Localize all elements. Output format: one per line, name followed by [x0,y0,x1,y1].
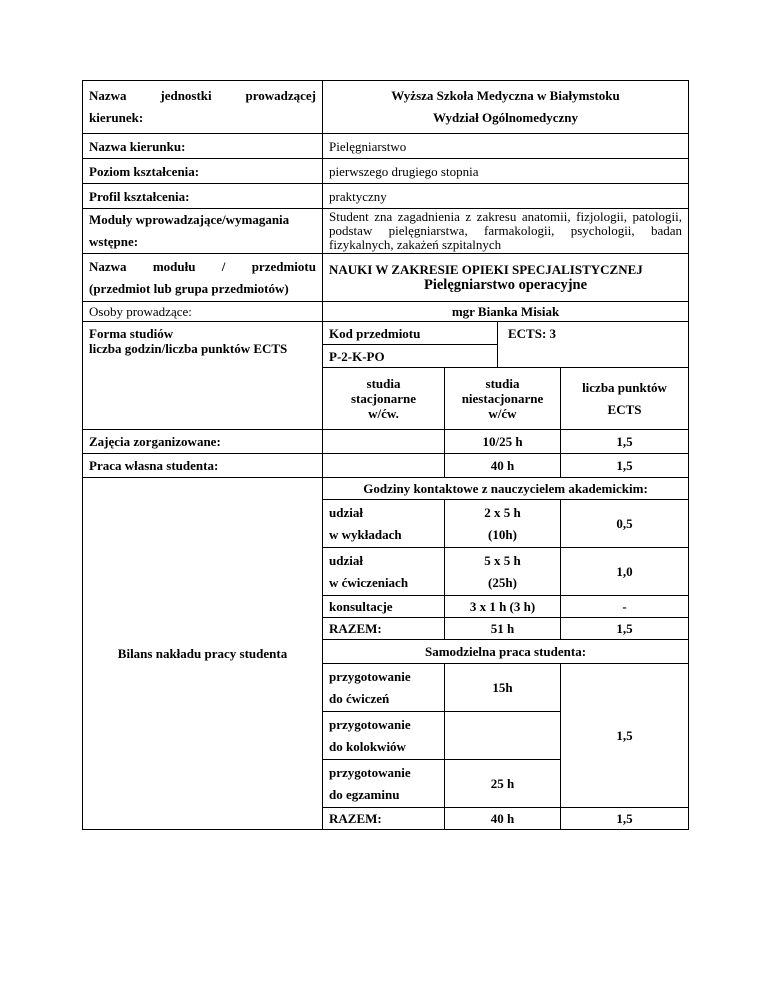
osoby-label: Osoby prowadzące: [83,302,323,322]
cwiczenia-label-line2: w ćwiczeniach [329,574,409,590]
cwiczenia-hours-line2: (25h) [488,574,517,590]
profil-label: Profil kształcenia: [83,184,323,209]
forma-label [83,322,323,430]
razem1-ects: 1,5 [561,618,689,640]
col-punkty [561,368,689,430]
praca-ects: 1,5 [561,454,689,478]
modul-value-subject: Pielęgniarstwo operacyjne [423,276,588,293]
unit-value-line1: Wyższa Szkoła Medyczna w Białymstoku [391,88,620,103]
razem2-label: RAZEM: [323,808,445,830]
wyklady-label [323,500,445,548]
unit-label-word-2: jednostki [160,88,212,103]
moduly-label [83,209,323,254]
cwiczenia-label [323,548,445,596]
col-niestacjonarne [445,368,561,430]
unit-value [323,81,689,134]
zajecia-niestacj: 10/25 h [445,430,561,454]
zajecia-stacj [323,430,445,454]
col-niestacjonarne-line1: studia [485,376,520,391]
prep-egzamin-line1: przygotowanie [329,764,411,780]
konsultacje-ects: - [561,596,689,618]
prep-kolokwia-label [323,712,445,760]
prep-cwiczenia-label [323,664,445,712]
praca-niestacj: 40 h [445,454,561,478]
col-stacjonarne-line2: stacjonarne [351,391,416,406]
modul-value [323,254,689,302]
unit-label-line2: kierunek: [89,110,144,125]
moduly-value: Student zna zagadnienia z zakresu anatomii, fizjologii, patologii, podstaw pielęgniarstwa, farmakologii, psychologii, badan fizykalnych, zakażeń szpitalnych [323,209,689,254]
col-niestacjonarne-line2: niestacjonarne [461,391,544,406]
ects-total: ECTS: 3 [498,322,689,368]
profil-value: praktyczny [323,184,689,209]
col-stacjonarne [323,368,445,430]
kod-label: Kod przedmiotu [323,322,498,345]
poziom-value: pierwszego drugiego stopnia [323,159,689,184]
samodzielna-ects: 1,5 [561,664,689,808]
prep-cwiczenia-line1: przygotowanie [329,668,411,684]
col-stacjonarne-line1: studia [366,376,401,391]
osoby-value: mgr Bianka Misiak [323,302,689,322]
wyklady-label-line2: w wykładach [329,526,402,542]
razem1-label: RAZEM: [323,618,445,640]
prep-kolokwia-hours [445,712,561,760]
unit-label-line1 [89,85,316,107]
cwiczenia-ects: 1,0 [561,548,689,596]
prep-egzamin-hours: 25 h [445,760,561,808]
cwiczenia-hours [445,548,561,596]
wyklady-hours-line1: 2 x 5 h [484,504,521,520]
modul-label-word-3: / [221,258,226,274]
modul-label-word-2: modułu [152,258,196,274]
prep-kolokwia-line1: przygotowanie [329,716,411,732]
moduly-label-line2: wstępne: [89,234,139,249]
zajecia-ects: 1,5 [561,430,689,454]
razem1-hours: 51 h [445,618,561,640]
moduly-label-line1: Moduły wprowadzające/wymagania [89,212,290,227]
samodzielna-header: Samodzielna praca studenta: [323,640,689,664]
prep-egzamin-label [323,760,445,808]
modul-label-line1 [89,256,316,278]
forma-label-line1: Forma studiów [89,326,174,341]
prep-kolokwia-line2: do kolokwiów [329,738,406,754]
bilans-label: Bilans nakładu pracy studenta [83,478,323,830]
unit-label-word-3: prowadzącej [245,88,316,103]
prep-cwiczenia-line2: do ćwiczeń [329,690,390,706]
unit-label-word-1: Nazwa [89,88,127,103]
syllabus-table [82,80,689,830]
praca-stacj [323,454,445,478]
wyklady-hours [445,500,561,548]
wyklady-label-line1: udział [329,504,363,520]
prep-cwiczenia-hours: 15h [445,664,561,712]
cwiczenia-hours-line1: 5 x 5 h [484,552,521,568]
col-stacjonarne-line3: w/ćw. [368,406,399,421]
kierunek-label: Nazwa kierunku: [83,134,323,159]
cwiczenia-label-line1: udział [329,552,363,568]
col-punkty-line1: liczba punktów [582,379,667,395]
kontaktowe-header: Godziny kontaktowe z nauczycielem akademickim: [323,478,689,500]
col-niestacjonarne-line3: w/ćw [488,406,517,421]
modul-label [83,254,323,302]
kierunek-value: Pielęgniarstwo [323,134,689,159]
modul-value-group: NAUKI W ZAKRESIE OPIEKI SPECJALISTYCZNEJ [329,261,643,277]
modul-label-line2: (przedmiot lub grupa przedmiotów) [89,280,289,296]
konsultacje-label: konsultacje [323,596,445,618]
razem2-ects: 1,5 [561,808,689,830]
kod-value: P-2-K-PO [323,345,498,368]
razem2-hours: 40 h [445,808,561,830]
poziom-label: Poziom kształcenia: [83,159,323,184]
praca-label: Praca własna studenta: [83,454,323,478]
unit-label [83,81,323,134]
konsultacje-hours: 3 x 1 h (3 h) [445,596,561,618]
zajecia-label: Zajęcia zorganizowane: [83,430,323,454]
modul-label-word-4: przedmiotu [251,258,316,274]
unit-value-line2: Wydział Ogólnomedyczny [432,110,579,125]
prep-egzamin-line2: do egzaminu [329,786,400,802]
wyklady-ects: 0,5 [561,500,689,548]
col-punkty-line2: ECTS [607,401,642,417]
wyklady-hours-line2: (10h) [488,526,517,542]
forma-label-line2: liczba godzin/liczba punktów ECTS [89,341,288,356]
modul-label-word-1: Nazwa [89,258,127,274]
